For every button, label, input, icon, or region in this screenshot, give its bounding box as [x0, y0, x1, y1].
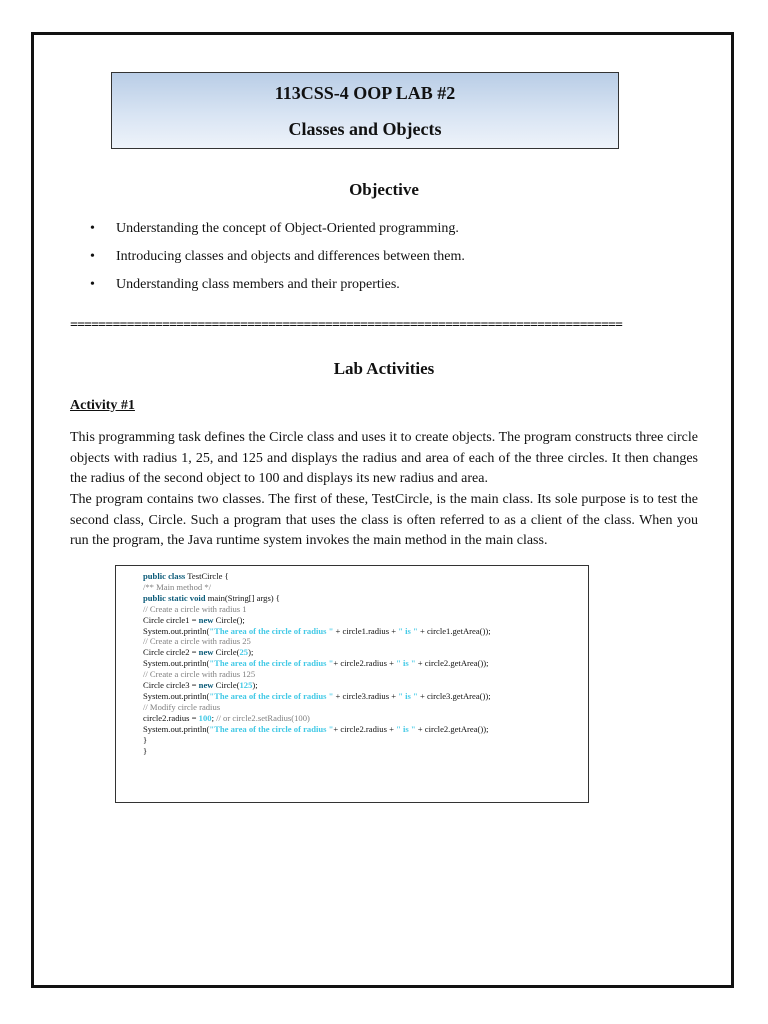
- code-comment: // Create a circle with radius 125: [143, 669, 256, 680]
- code-string: "The area of the circle of radius ": [209, 658, 334, 669]
- separator-line: ==============================================================================: [70, 318, 623, 333]
- code-keyword: new: [198, 680, 214, 691]
- title-box: [111, 72, 619, 149]
- code-text: + circle3.radius +: [333, 690, 399, 701]
- code-text: );: [252, 680, 258, 691]
- code-text: main(String[] args) {: [205, 592, 280, 603]
- code-text: + circle2.radius +: [333, 658, 397, 669]
- code-comment: // Modify circle radius: [143, 701, 221, 712]
- objective-heading: Objective: [349, 180, 419, 199]
- code-number: 100: [198, 712, 212, 723]
- code-text: Circle(: [213, 680, 240, 691]
- code-string: " is ": [396, 658, 416, 669]
- code-text: System.out.println(: [143, 625, 210, 636]
- code-text: Circle circle3 =: [143, 680, 199, 691]
- code-text: + circle2.radius +: [333, 723, 397, 734]
- code-comment: // Create a circle with radius 25: [143, 636, 251, 647]
- code-text: + circle2.getArea());: [415, 658, 489, 669]
- code-text: Circle circle1 =: [143, 614, 199, 625]
- code-text: }: [143, 745, 148, 756]
- code-text: Circle();: [213, 614, 245, 625]
- code-text: System.out.println(: [143, 723, 210, 734]
- activity-heading: Activity #1: [70, 398, 135, 413]
- code-listing-box: [115, 565, 589, 803]
- code-number: 125: [239, 680, 253, 691]
- activity-description-paragraph: This programming task defines the Circle class and uses it to create objects. The program constructs three circle objects with radius 1, 25, and 125 and displays the radius and area of each of the three circles. It then changes the radius of the second object to 100 and displays its new radius and area.: [70, 430, 698, 487]
- code-text: }: [143, 734, 148, 745]
- code-text: System.out.println(: [143, 690, 210, 701]
- lab-activities-heading: Lab Activities: [333, 359, 435, 378]
- code-string: "The area of the circle of radius ": [209, 723, 334, 734]
- code-text: Circle(: [213, 647, 240, 658]
- code-keyword: public static void: [143, 592, 206, 603]
- code-text: TestCircle {: [185, 571, 229, 581]
- code-text: + circle1.getArea());: [417, 625, 491, 636]
- code-number: 25: [239, 647, 249, 658]
- code-text: Circle circle2 =: [143, 647, 199, 658]
- code-text: System.out.println(: [143, 658, 210, 669]
- code-string: " is ": [396, 723, 416, 734]
- code-keyword: public class: [143, 571, 186, 581]
- code-comment: // or circle2.setRadius(100): [213, 712, 310, 723]
- code-comment: // Create a circle with radius 1: [143, 603, 247, 614]
- code-text: );: [248, 647, 254, 658]
- program-structure-paragraph: The program contains two classes. The first of these, TestCircle, is the main class. Its sole purpose is to test the second class, Circle. Such a program that uses the class is often referred to as a client of the class. When you run the program, the Java runtime system invokes the main method in the main class.: [70, 492, 698, 549]
- lab-subtitle: Classes and Objects: [288, 119, 442, 139]
- code-keyword: new: [198, 647, 214, 658]
- code-text: ;: [211, 712, 214, 723]
- code-text: + circle2.getArea());: [415, 723, 489, 734]
- code-text: circle2.radius =: [143, 712, 199, 723]
- objective-list: [90, 219, 465, 303]
- objective-item: • Introducing classes and objects and differences between them.: [90, 247, 465, 275]
- code-string: " is ": [398, 625, 418, 636]
- objective-item: • Understanding class members and their properties.: [90, 275, 465, 303]
- code-listing: [143, 571, 491, 756]
- code-text: + circle1.radius +: [333, 625, 399, 636]
- code-comment: /** Main method */: [143, 581, 212, 592]
- code-text: + circle3.getArea());: [417, 690, 491, 701]
- objective-item: • Understanding the concept of Object-Oriented programming.: [90, 219, 465, 247]
- code-keyword: new: [198, 614, 214, 625]
- lab-title: 113CSS-4 OOP LAB #2: [274, 83, 456, 103]
- code-string: " is ": [398, 690, 418, 701]
- code-string: "The area of the circle of radius ": [209, 690, 334, 701]
- code-string: "The area of the circle of radius ": [209, 625, 334, 636]
